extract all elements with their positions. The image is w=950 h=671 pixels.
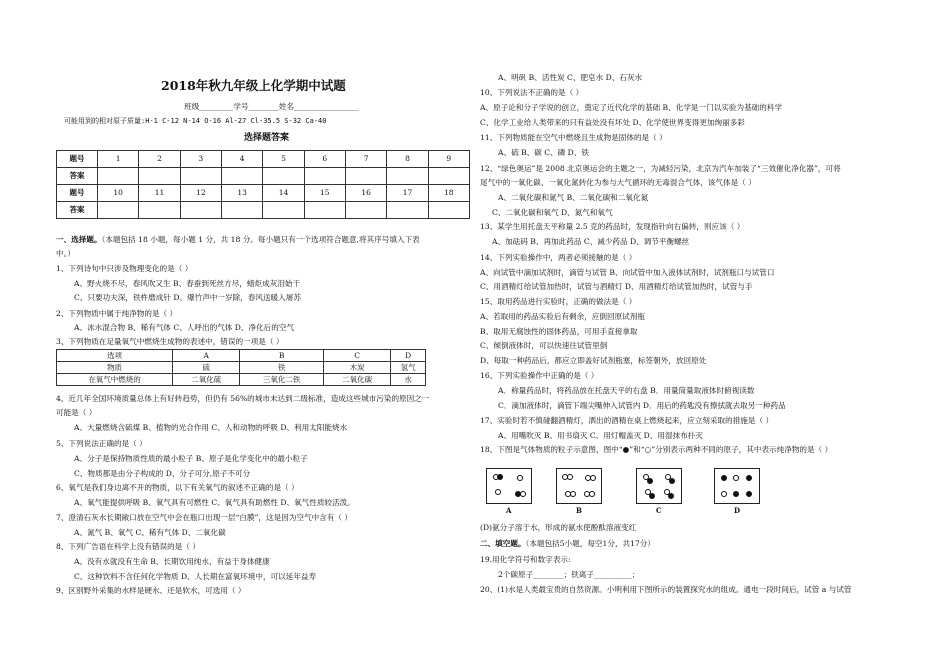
q18-label-a: A (506, 506, 512, 515)
question-line: 可能是（ ） (56, 408, 97, 417)
option-line: A、原子论和分子学说的创立，奠定了近代化学的基础 B、化学是一门以实验为基础的科学 (480, 103, 783, 112)
question-line: 16、下列实验操作中正确的是（ ） (480, 371, 599, 380)
particle-dot (647, 478, 653, 484)
option-line: C、用酒精灯给试管加热时，试管与酒精灯 D、用酒精灯给试管加热时，试管与手 (480, 282, 753, 291)
particle-dot (495, 489, 501, 495)
q3-cell: 二氧化硫 (173, 374, 240, 386)
option-line: C、只要功夫深，铁杵磨成针 D、爆竹声中一岁除，春风送暖入屠苏 (74, 293, 301, 302)
question-line: 3、下列物质在足量氧气中燃烧生成物的表述中，错误的一项是（ ） (56, 337, 284, 346)
option-line: C、倾倒液体时，可以快速往试管里倒 (480, 341, 608, 350)
answer-table (56, 150, 470, 219)
particle-dot (649, 493, 655, 499)
question-line: 6、氧气是我们身边离不开的物质，以下有关氧气的叙述不正确的是（ ） (56, 483, 299, 492)
q3-cell: B (240, 350, 324, 362)
q3-cell: 物质 (57, 362, 173, 374)
option-line: C、二氧化碳和氧气 D、氮气和氧气 (492, 208, 613, 217)
question-line: 10、下列说法不正确的是（ ） (480, 88, 584, 97)
student-fields: 班级_________学号________姓名_________________ (184, 102, 359, 111)
answer-label: 答案 (57, 168, 98, 185)
option-line: A、向试管中滴加试剂时，滴管与试管 B、向试管中加入液体试剂时，试剂瓶口与试管口 (480, 268, 775, 277)
option-line: C、这种饮料不含任何化学物质 D、人长期在富氧环境中，可以延年益寿 (74, 572, 317, 581)
particle-dot (567, 474, 573, 480)
answer-num: 12 (180, 185, 221, 202)
particle-dot (589, 491, 595, 497)
answer-cell[interactable] (263, 168, 304, 185)
q3-cell: C (323, 350, 390, 362)
q3-cell: 水 (391, 374, 426, 386)
section2-heading: 二、填空题。 (480, 539, 526, 548)
option-line: A、野火烧不尽，春风吹又生 B、春蚕到死丝方尽，蜡炬成灰泪始干 (74, 279, 301, 288)
particle-dot (733, 475, 739, 481)
particle-dot (520, 491, 526, 497)
answer-num-label: 题号 (57, 151, 98, 168)
q18-label-d: D (734, 506, 741, 515)
section1-instruction-cont: 中。） (56, 249, 75, 258)
answer-cell[interactable] (387, 168, 428, 185)
answer-cell[interactable] (263, 202, 304, 219)
answer-cell[interactable] (98, 168, 139, 185)
question-line: 4、近几年全国环境质量总体上有好转趋势，但仍有 56%的城市未达到二级标准，造成这些城市污染的原因之一 (56, 394, 430, 403)
answer-num-label: 题号 (57, 185, 98, 202)
answer-cell[interactable] (304, 168, 345, 185)
q3-cell: 铁 (240, 362, 324, 374)
q3-cell: 氢气 (391, 362, 426, 374)
answer-num: 3 (180, 151, 221, 168)
particle-box-d (714, 468, 760, 504)
q18-label-c: C (656, 506, 662, 515)
particle-dot (669, 478, 675, 484)
answer-num: 9 (428, 151, 469, 168)
answer-num: 11 (139, 185, 180, 202)
q3-cell: A (173, 350, 240, 362)
q3-cell: 硫 (173, 362, 240, 374)
answer-cell[interactable] (180, 202, 221, 219)
fill-blank-line: 2个碳原子________；铁离子__________； (498, 570, 640, 579)
answer-num: 18 (428, 185, 469, 202)
answer-cell[interactable] (428, 202, 469, 219)
particle-box-b (556, 468, 602, 504)
section1-instruction: （本题包括 18 小题，每小题 1 分，共 18 分。每小题只有一个选项符合题意,将其序号填入下表 (101, 235, 420, 244)
particle-dot (497, 474, 503, 480)
answer-num: 13 (221, 185, 262, 202)
option-line: C、化学工业给人类带来的只有益处没有坏处 D、化学使世界变得更加绚丽多彩 (480, 118, 745, 127)
answer-cell[interactable] (139, 202, 180, 219)
option-line: A、大量燃烧含硫煤 B、植物的光合作用 C、人和动物的呼吸 D、利用太阳能烧水 (74, 423, 348, 432)
option-line: A、若取用的药品实验后有剩余，应倒回原试剂瓶 (480, 312, 645, 321)
q3-cell: D (391, 350, 426, 362)
section2-header (480, 540, 655, 548)
question-line: 14、下列实验操作中，两者必须接触的是（ ） (480, 253, 637, 262)
answer-table-title: 选择题答案 (244, 133, 290, 143)
question-line: 12、“绿色奥运”是 2008 北京奥运会的主题之一，为减轻污染，北京为汽车加装了“三效催化净化器”，可将 (480, 164, 841, 173)
particle-dot (721, 491, 727, 497)
question-line: 7、澄清石灰水长期敞口放在空气中会在瓶口出现一层“白膜”，这是因为空气中含有（ ） (56, 513, 352, 522)
answer-row-blank-2 (57, 202, 470, 219)
particle-dot (746, 491, 752, 497)
question-line: 5、下列说法正确的是（ ） (56, 439, 147, 448)
answer-num: 17 (387, 185, 428, 202)
answer-cell[interactable] (98, 202, 139, 219)
answer-label: 答案 (57, 202, 98, 219)
answer-num: 7 (345, 151, 386, 168)
question-line: 20、(1)水是人类最宝贵的自然资源。小明利用下图所示的装置探究水的组成。通电一段时间后，试管 a 与试管 (480, 585, 852, 594)
q3-cell: 木炭 (323, 362, 390, 374)
answer-cell[interactable] (345, 168, 386, 185)
option-line: A、明矾 B、活性炭 C、肥皂水 D、石灰水 (498, 73, 643, 82)
answer-num: 14 (263, 185, 304, 202)
question-line: 17、实验时若不慎碰翻酒精灯，洒出的酒精在桌上燃烧起来，应立刻采取的措施是（ ） (480, 416, 774, 425)
question-line: 11、下列物质能在空气中燃烧且生成物是固体的是（ ） (480, 133, 667, 142)
option-line: A、用嘴吹灭 B、用书扇灭 C、用灯帽盖灭 D、用湿抹布扑灭 (498, 431, 703, 440)
exam-title: 2018年秋九年级上化学期中试题 (161, 78, 346, 93)
answer-num: 1 (98, 151, 139, 168)
q3-table (56, 349, 426, 386)
option-line: A、硫 B、碳 C、磷 D、铁 (498, 148, 589, 157)
section2-instruction: （本题包括5小题，每空1分，共17分） (525, 539, 655, 548)
answer-cell[interactable] (221, 202, 262, 219)
q3-cell: 在氧气中燃烧的 (57, 374, 173, 386)
particle-dot (733, 491, 739, 497)
option-line: C．滴加液体时，滴管下端尖嘴伸入试管内 D．用后的药匙没有擦拭就去取另一种药品 (498, 401, 786, 410)
option-line: A、氧气能提供呼吸 B、氧气具有可燃性 C、氧气具有助燃性 D、氧气性质较活泼。 (74, 498, 355, 507)
answer-num: 6 (304, 151, 345, 168)
option-line: D、每取一种药品后，都应立即盖好试剂瓶塞，标签朝外，放回原处 (480, 356, 707, 365)
particle-dot (746, 475, 752, 481)
question-line: 1、下列诗句中只涉及物理变化的是（ ） (56, 264, 193, 273)
answer-cell[interactable] (180, 168, 221, 185)
option-line: A、氮气 B、氧气 C、稀有气体 D、二氧化碳 (74, 528, 226, 537)
particle-dot (590, 475, 596, 481)
answer-row-nums-2 (57, 185, 470, 202)
question-line: 18、下图是气体物质的粒子示意图，图中“●”和“○”分别表示两种不同的原子，其中表示纯净物的是（ ） (480, 445, 833, 454)
answer-cell[interactable] (304, 202, 345, 219)
section1-header (56, 236, 420, 244)
option-line: (D)氨分子溶于水，形成的氨水使酚酞溶液变红 (480, 523, 637, 532)
option-line: A、没有水就没有生命 B、长期饮用纯水，有益于身体健康 (74, 557, 270, 566)
question-line: 2、下列物质中属于纯净物的是（ ） (56, 309, 178, 318)
q3-cell: 二氧化碳 (323, 374, 390, 386)
answer-cell[interactable] (221, 168, 262, 185)
particle-dot (570, 491, 576, 497)
option-line: C、物质都是由分子构成的 D、分子可分,原子不可分 (74, 469, 251, 478)
option-line: A、冰水混合物 B、稀有气体 C、人呼出的气体 D、净化后的空气 (74, 323, 295, 332)
answer-row-nums-1 (57, 151, 470, 168)
answer-num: 16 (345, 185, 386, 202)
question-line: 19.用化学符号和数字表示: (480, 555, 571, 564)
answer-cell[interactable] (139, 168, 180, 185)
q3-cell: 三氧化二铁 (240, 374, 324, 386)
option-line: A、二氧化碳和氮气 B、二氧化碳和二氧化氮 (498, 193, 649, 202)
particle-dot (668, 493, 674, 499)
answer-num: 10 (98, 185, 139, 202)
particle-box-c (636, 468, 682, 504)
answer-num: 8 (387, 151, 428, 168)
q3-cell: 选项 (57, 350, 173, 362)
answer-row-blank-1 (57, 168, 470, 185)
answer-num: 2 (139, 151, 180, 168)
answer-num: 15 (304, 185, 345, 202)
particle-dot (721, 475, 727, 481)
option-line: A．称量药品时，将药品放在托盘天平的右盘 B．用量筒量取液体时俯视读数 (498, 386, 755, 395)
question-line: 13、某学生用托盘天平称量 2.5 克的药品时，发现指针向右偏转，则应该（ ） (480, 222, 745, 231)
q18-label-b: B (576, 506, 582, 515)
question-line: 8、下列广告语在科学上没有错误的是（ ） (56, 542, 200, 551)
question-line: 9、区别野外采集的水样是硬水、还是软水，可选用（ ） (56, 586, 246, 595)
answer-cell[interactable] (387, 202, 428, 219)
answer-num: 5 (263, 151, 304, 168)
option-line: A、加砝码 B、再加此药品 C、减少药品 D、调节平衡螺丝 (492, 237, 690, 246)
particle-dot (517, 475, 523, 481)
answer-num: 4 (221, 151, 262, 168)
option-line: B、取用无腐蚀性的固体药品，可用手直接拿取 (480, 327, 638, 336)
answer-cell[interactable] (345, 202, 386, 219)
answer-cell[interactable] (428, 168, 469, 185)
section1-heading: 一、选择题。 (56, 235, 102, 244)
option-line: A、分子是保持物质性质的最小粒子 B、原子是化学变化中的最小粒子 (74, 454, 308, 463)
question-line: 15、取用药品进行实验时，正确的做法是（ ） (480, 297, 637, 306)
atomic-masses: 可能用到的相对原子质量:H-1 C-12 N-14 O-16 Al-27 Cl-35.5 S-32 Ca-40 (64, 117, 327, 125)
question-line: 尾气中的一氧化碳、一氧化氮转化为参与大气循环的无毒混合气体，该气体是（ ） (480, 178, 756, 187)
particle-box-a (486, 468, 532, 504)
